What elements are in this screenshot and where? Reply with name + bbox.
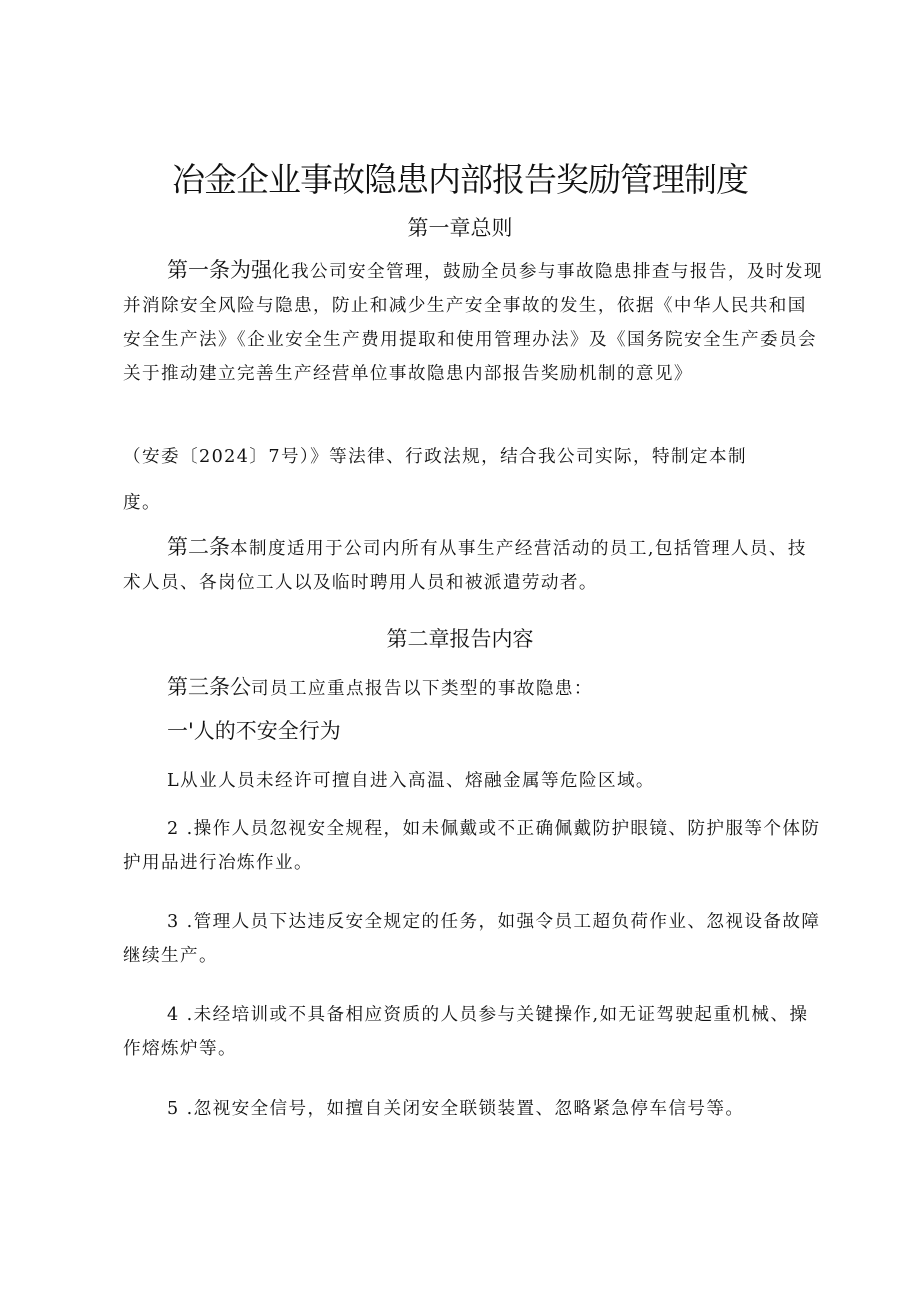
list-item: 2 .操作人员忽视安全规程，如未佩戴或不正确佩戴防护眼镜、防护服等个体防护用品进行冶炼作业。 bbox=[123, 819, 821, 873]
list-item: 5 .忽视安全信号，如擅自关闭安全联锁装置、忽略紧急停车信号等。 bbox=[167, 1099, 745, 1119]
list-item: 4 .未经培训或不具备相应资质的人员参与关键操作,如无证驾驶起重机械、操作熔炼炉等。 bbox=[123, 1005, 809, 1059]
article-1-paragraph bbox=[123, 253, 823, 391]
list-item: L从业人员未经许可擅自进入高温、熔融金属等危险区域。 bbox=[167, 771, 655, 791]
document-title: 冶金企业事故隐患内部报告奖励管理制度 bbox=[172, 160, 748, 199]
chapter-heading-1: 第一章总则 bbox=[407, 216, 513, 240]
chapter-heading-2: 第二章报告内容 bbox=[386, 627, 534, 651]
article-2-text: 本制度适用于公司内所有从事生产经营活动的员工,包括管理人员、技术人员、各岗位工人以及临时聘用人员和被派遣劳动者。 bbox=[123, 539, 807, 593]
article-1-text: 化我公司安全管理，鼓励全员参与事故隐患排查与报告，及时发现并消除安全风险与隐患，防止和减少生产安全事故的发生，依据《中华人民共和国安全生产法》《企业安全生产费用提取和使用管理办法》及《国务院安全生产委员会关于推动建立完善生产经营单位事故隐患内部报告奖励机制的意见》 bbox=[123, 262, 823, 384]
article-2-paragraph bbox=[123, 530, 823, 600]
article-1-lead: 第一条为强 bbox=[167, 258, 272, 282]
article-3-lead: 第三条公 bbox=[167, 675, 251, 699]
article-1-line-3: 度。 bbox=[123, 493, 161, 513]
article-1-line-2: （安委〔2024〕7号）》等法律、行政法规，结合我公司实际，特制定本制 bbox=[123, 447, 747, 467]
article-3-paragraph bbox=[123, 670, 823, 706]
article-3-text: 司员工应重点报告以下类型的事故隐患： bbox=[251, 679, 593, 699]
section-heading-1: 一'人的不安全行为 bbox=[167, 719, 341, 743]
list-item: 3 .管理人员下达违反安全规定的任务，如强令员工超负荷作业、忽视设备故障继续生产。 bbox=[123, 912, 821, 966]
article-2-lead: 第二条 bbox=[167, 535, 230, 559]
